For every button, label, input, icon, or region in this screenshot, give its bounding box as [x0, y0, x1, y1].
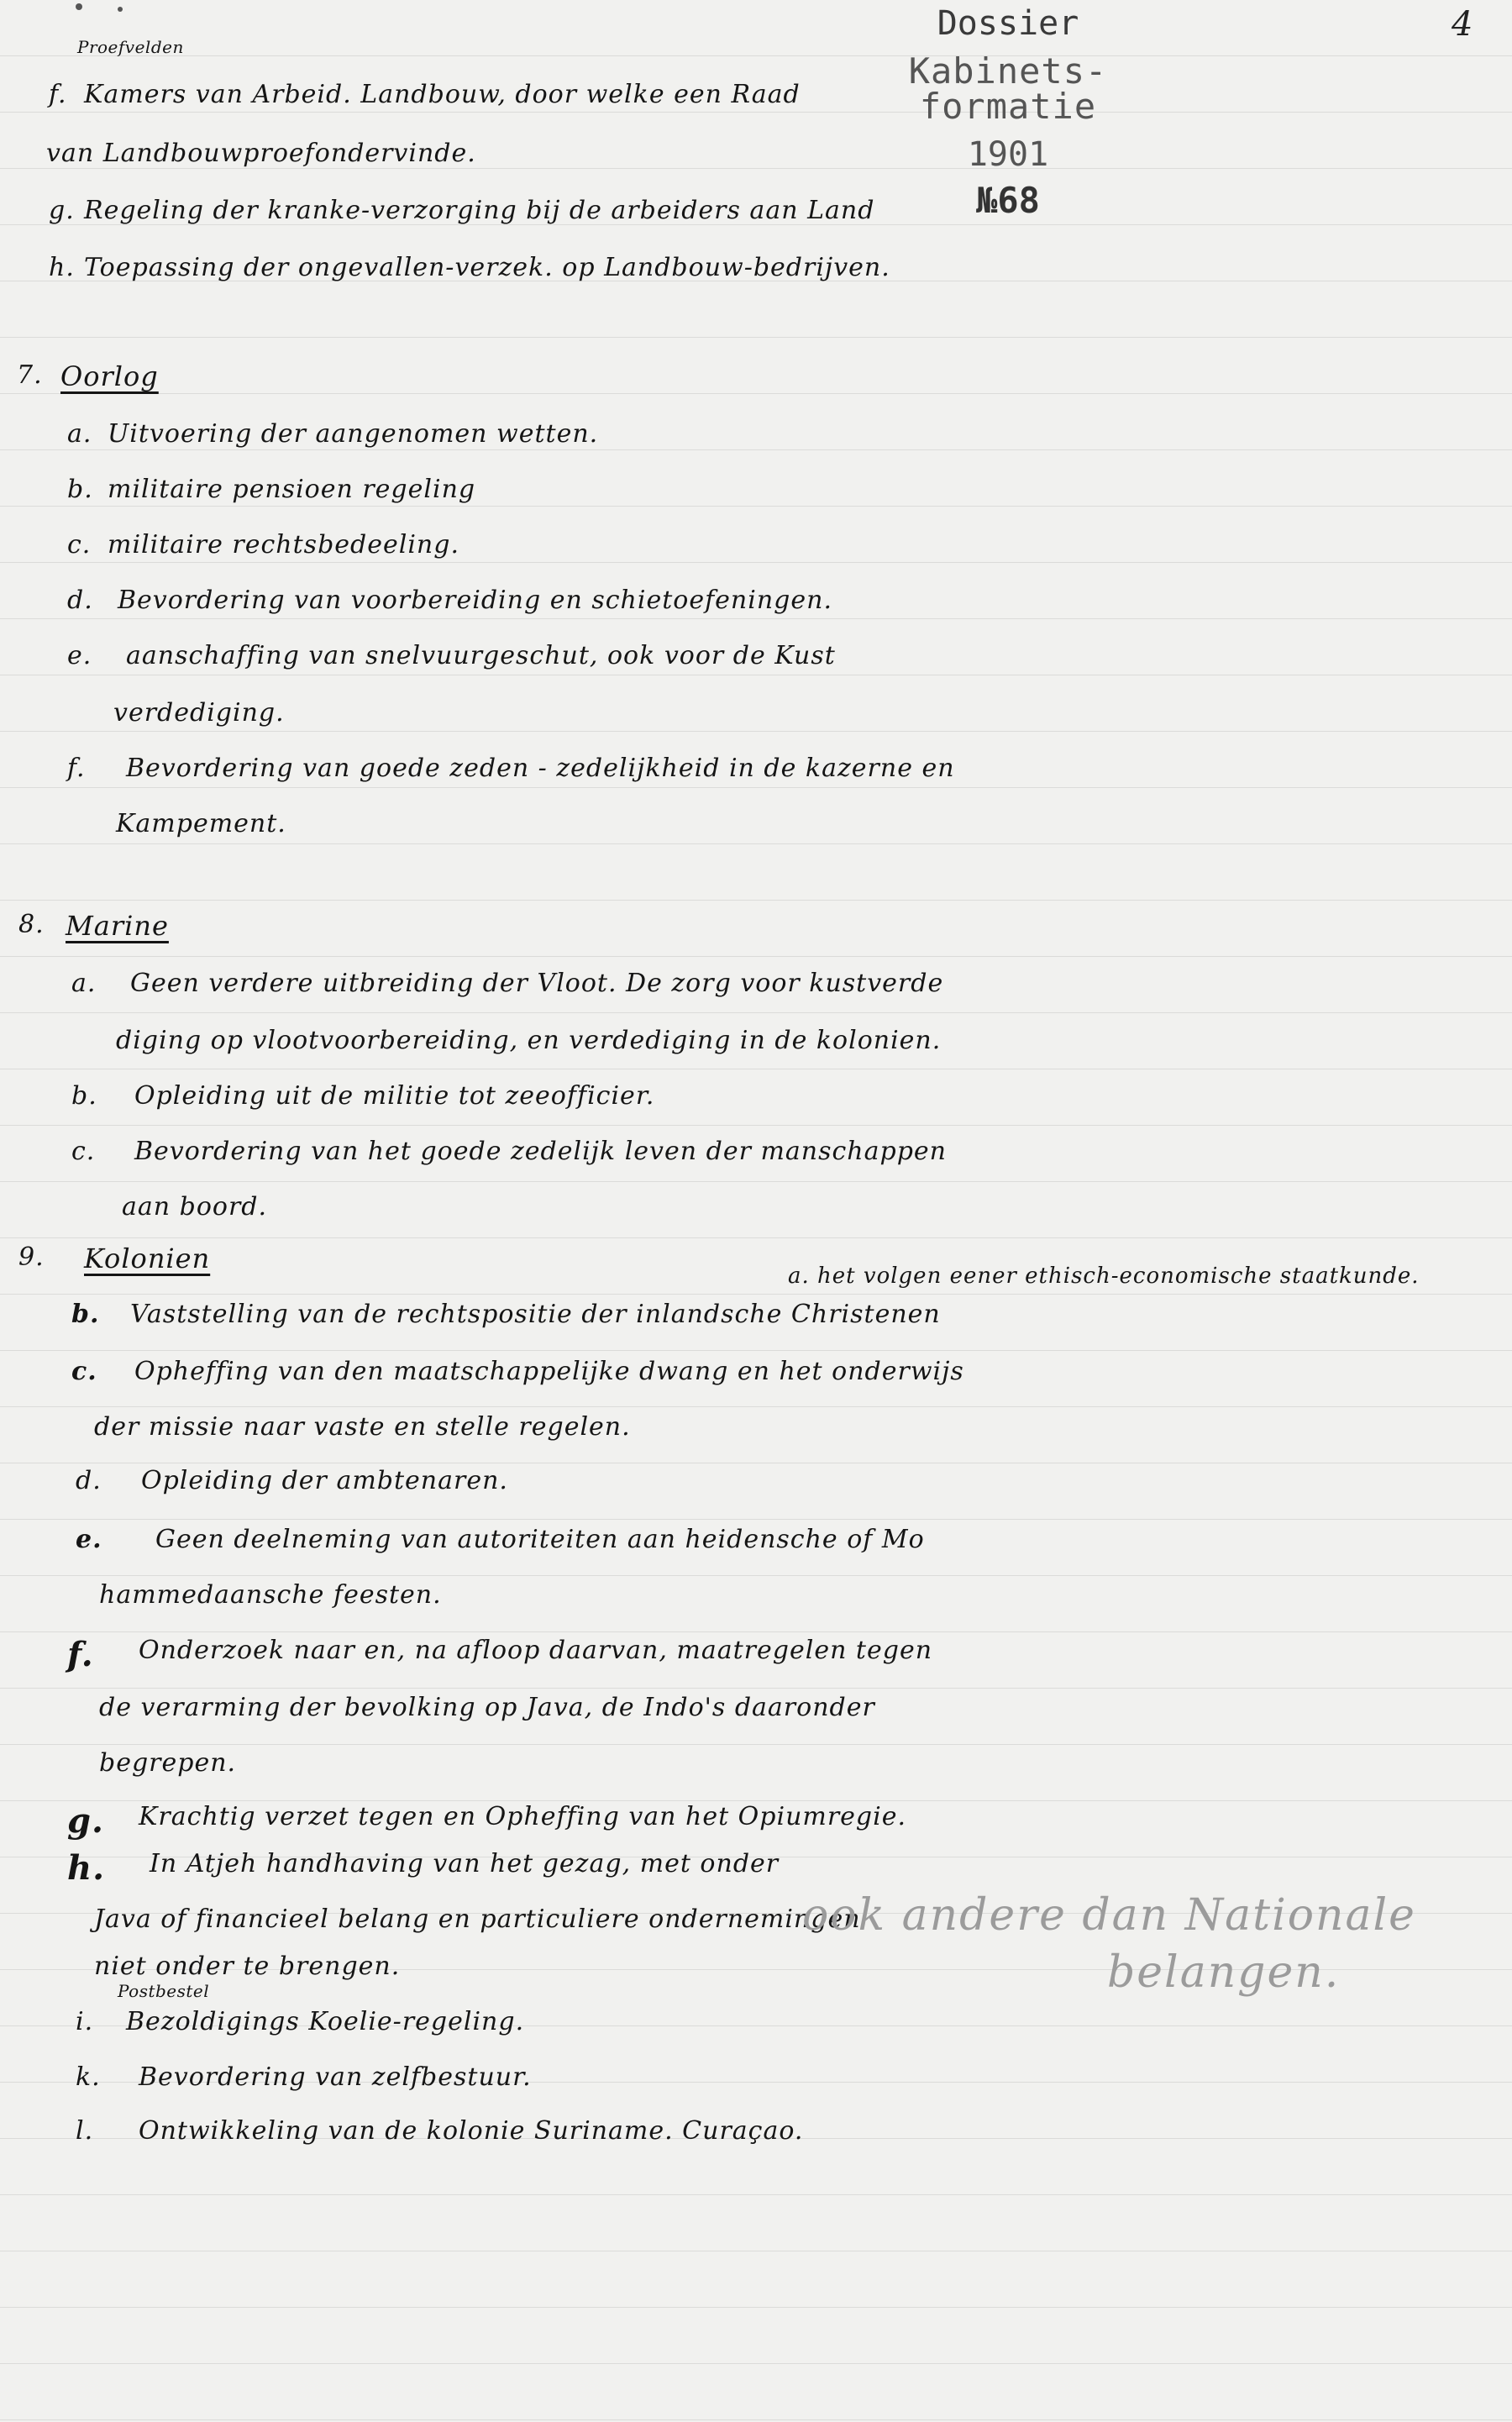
section-8-title: Marine	[66, 910, 169, 942]
s9-f-letter: f.	[67, 1635, 94, 1674]
item-h-letter: h.	[49, 253, 75, 282]
s9-e-cont: hammedaansche feesten.	[99, 1580, 442, 1610]
item-f-line2: van Landbouwproefondervinde.	[46, 139, 476, 168]
s9-g-text: Krachtig verzet tegen en Opheffing van het Opiumregie.	[139, 1802, 907, 1831]
s7-a-letter: a.	[67, 419, 92, 449]
s9-i-letter: i.	[76, 2007, 94, 2036]
section-7-title: Oorlog	[60, 360, 159, 392]
s7-e-cont: verdediging.	[113, 698, 285, 728]
stamp-year: 1901	[967, 135, 1049, 174]
margin-note-ethische-staatkunde: a. het volgen eener ethisch-economische staatkunde.	[788, 1264, 1420, 1289]
s9-f-cont2: begrepen.	[99, 1748, 237, 1778]
s9-c-cont: der missie naar vaste en stelle regelen.	[94, 1412, 631, 1442]
section-9-number: 9.	[18, 1243, 45, 1272]
s8-b-text: Opleiding uit de militie tot zeeofficier.	[134, 1081, 655, 1111]
s7-b-letter: b.	[67, 475, 93, 504]
stamp-dossier: Dossier	[937, 4, 1079, 43]
s9-b-letter: b.	[71, 1300, 100, 1329]
annotation-postbestel: Postbestel	[118, 1981, 210, 2001]
ink-speck	[76, 3, 82, 10]
s9-c-text: Opheffing van den maatschappelijke dwang en het onderwijs	[134, 1357, 964, 1386]
s8-a-text: Geen verdere uitbreiding der Vloot. De zorg voor kustverde	[130, 969, 944, 998]
item-h-text: Toepassing der ongevallen-verzek. op Landbouw-bedrijven.	[84, 253, 890, 282]
section-9-title: Kolonien	[84, 1243, 211, 1274]
pencil-note-line1: ook andere dan Nationale	[802, 1890, 1416, 1941]
item-f-line1: Kamers van Arbeid. Landbouw, door welke een Raad	[84, 80, 801, 109]
s7-e-letter: e.	[67, 641, 92, 670]
s9-c-letter: c.	[71, 1357, 97, 1386]
stamp-title: Kabinets-formatie	[908, 50, 1108, 127]
s7-e-text: aanschaffing van snelvuurgeschut, ook voor de Kust	[126, 641, 836, 670]
s7-c-letter: c.	[67, 530, 92, 560]
archive-stamp	[827, 4, 1189, 221]
annotation-proefvelden: Proefvelden	[77, 37, 184, 57]
s9-b-text: Vaststelling van de rechtspositie der inlandsche Christenen	[130, 1300, 941, 1329]
s9-k-text: Bevordering van zelfbestuur.	[139, 2062, 532, 2092]
s9-h-cont2: niet onder te brengen.	[94, 1952, 401, 1981]
s7-f-text: Bevordering van goede zeden - zedelijkheid in de kazerne en	[126, 754, 955, 783]
s7-c-text: militaire rechtsbedeeling.	[108, 530, 459, 560]
s9-d-letter: d.	[76, 1466, 102, 1495]
s7-f-cont: Kampement.	[116, 809, 286, 838]
s9-f-text: Onderzoek naar en, na afloop daarvan, maatregelen tegen	[139, 1636, 933, 1665]
s7-d-letter: d.	[67, 586, 93, 615]
s7-a-text: Uitvoering der aangenomen wetten.	[108, 419, 599, 449]
page-number: 4	[1452, 5, 1473, 44]
s9-g-letter: g.	[67, 1801, 104, 1841]
s8-c-letter: c.	[71, 1137, 96, 1166]
s8-c-cont: aan boord.	[122, 1192, 268, 1222]
s8-c-text: Bevordering van het goede zedelijk leven der manschappen	[134, 1137, 947, 1166]
section-7-number: 7.	[17, 360, 43, 390]
item-f-letter: f.	[49, 80, 67, 109]
s9-i-text: Bezoldigings Koelie-regeling.	[126, 2007, 525, 2036]
s9-d-text: Opleiding der ambtenaren.	[141, 1466, 508, 1495]
s8-a-cont: diging op vlootvoorbereiding, en verdediging in de kolonien.	[116, 1026, 942, 1055]
item-g-letter: g.	[49, 196, 75, 225]
s9-e-text: Geen deelneming van autoriteiten aan heidensche of Mo	[155, 1525, 925, 1554]
s9-f-cont: de verarming der bevolking op Java, de Indo's daaronder	[99, 1693, 875, 1722]
s9-k-letter: k.	[76, 2062, 101, 2092]
s9-h-cont: Java of financieel belang en particuliere ondernemingen	[94, 1905, 861, 1934]
s9-l-letter: l.	[76, 2116, 94, 2146]
s7-b-text: militaire pensioen regeling	[108, 475, 476, 504]
s8-a-letter: a.	[71, 969, 97, 998]
section-8-number: 8.	[18, 910, 45, 939]
s8-b-letter: b.	[71, 1081, 97, 1111]
s9-h-letter: h.	[67, 1848, 106, 1888]
pencil-note-line2: belangen.	[1107, 1947, 1341, 1998]
s7-d-text: Bevordering van voorbereiding en schietoefeningen.	[118, 586, 832, 615]
s7-f-letter: f.	[67, 754, 86, 783]
item-g-text: Regeling der kranke-verzorging bij de arbeiders aan Land	[84, 196, 875, 225]
stamp-number: №68	[976, 180, 1040, 221]
s9-h-text: In Atjeh handhaving van het gezag, met onder	[150, 1849, 780, 1878]
s9-e-letter: e.	[76, 1525, 102, 1554]
s9-l-text: Ontwikkeling van de kolonie Suriname. Curaçao.	[139, 2116, 804, 2146]
ink-speck	[118, 7, 123, 12]
